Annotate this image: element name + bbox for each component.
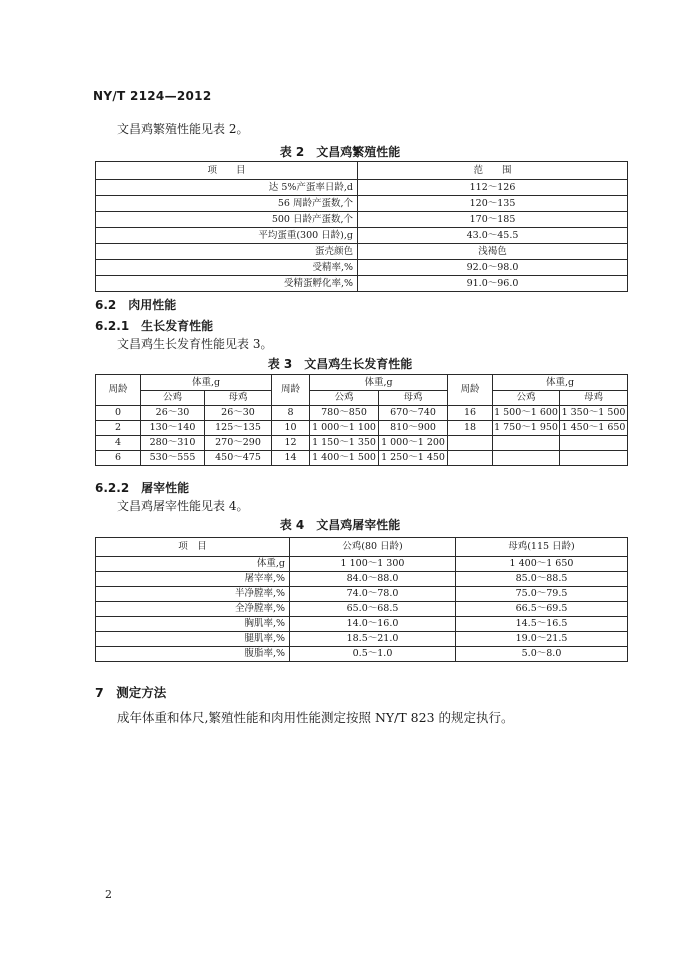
table-row	[96, 406, 628, 421]
table3-female: 810～900	[379, 421, 448, 436]
table3-col-week: 周龄	[96, 375, 141, 406]
table2-item: 达 5%产蛋率日龄,d	[96, 180, 358, 196]
table3-male: 1 000～1 100	[310, 421, 379, 436]
table-row	[96, 647, 628, 662]
table4-female: 14.5～16.5	[456, 617, 628, 632]
table3-week: 12	[272, 436, 310, 451]
table3-male: 1 500～1 600	[493, 406, 560, 421]
table3	[95, 374, 628, 466]
table3-caption: 表 3 文昌鸡生长发育性能	[267, 357, 413, 371]
table3-female: 1 350～1 500	[560, 406, 628, 421]
table2-item: 蛋壳颜色	[96, 244, 358, 260]
table3-subheader-row	[96, 391, 628, 406]
table4-male: 1 100～1 300	[290, 557, 456, 572]
table4-female: 1 400～1 650	[456, 557, 628, 572]
table4-female: 66.5～69.5	[456, 602, 628, 617]
table4-female: 5.0～8.0	[456, 647, 628, 662]
table3-col-week: 周龄	[448, 375, 493, 406]
table3-male: 1 400～1 500	[310, 451, 379, 466]
table3-male: 1 750～1 950	[493, 421, 560, 436]
table3-header-row	[96, 375, 628, 391]
table4-item: 腿肌率,%	[96, 632, 290, 647]
table4-male: 74.0～78.0	[290, 587, 456, 602]
section-6-2-1-heading: 6.2.1 生长发育性能	[95, 319, 214, 333]
table-row	[96, 212, 628, 228]
table3-col-female: 母鸡	[560, 391, 628, 406]
table-row	[96, 421, 628, 436]
table3-week: 16	[448, 406, 493, 421]
table3-female: 1 250～1 450	[379, 451, 448, 466]
table3-week: 18	[448, 421, 493, 436]
table2-range: 120～135	[358, 196, 628, 212]
table-row	[96, 572, 628, 587]
table-row	[96, 180, 628, 196]
table2-range: 92.0～98.0	[358, 260, 628, 276]
table3-intro: 文昌鸡生长发育性能见表 3。	[117, 337, 273, 351]
table3-week	[448, 436, 493, 451]
table3-male	[493, 436, 560, 451]
table3-week	[448, 451, 493, 466]
table3-week: 10	[272, 421, 310, 436]
table4-male: 14.0～16.0	[290, 617, 456, 632]
table3-week: 4	[96, 436, 141, 451]
table-row	[96, 228, 628, 244]
table2-range: 91.0～96.0	[358, 276, 628, 292]
table3-female: 125～135	[205, 421, 272, 436]
table4-col-item: 项 目	[96, 538, 290, 557]
table4-item: 胸肌率,%	[96, 617, 290, 632]
table3-male	[493, 451, 560, 466]
table4-item: 半净膛率,%	[96, 587, 290, 602]
table2-item: 56 周龄产蛋数,个	[96, 196, 358, 212]
table3-male: 280～310	[141, 436, 205, 451]
table2-item: 平均蛋重(300 日龄),g	[96, 228, 358, 244]
section-7-heading: 7 测定方法	[95, 685, 167, 700]
standard-number: NY/T 2124—2012	[93, 89, 212, 103]
table3-female	[560, 451, 628, 466]
section-6-2-heading: 6.2 肉用性能	[95, 298, 177, 312]
table3-col-weight: 体重,g	[493, 375, 628, 391]
table3-female: 26～30	[205, 406, 272, 421]
table2	[95, 161, 628, 292]
table-row	[96, 557, 628, 572]
table3-col-weight: 体重,g	[141, 375, 272, 391]
table2-range: 112～126	[358, 180, 628, 196]
table3-col-weight: 体重,g	[310, 375, 448, 391]
table-row	[96, 602, 628, 617]
table3-female: 450～475	[205, 451, 272, 466]
table4-male: 65.0～68.5	[290, 602, 456, 617]
table4-item: 腹脂率,%	[96, 647, 290, 662]
table4-female: 19.0～21.5	[456, 632, 628, 647]
table4-item: 屠宰率,%	[96, 572, 290, 587]
table2-caption: 表 2 文昌鸡繁殖性能	[279, 145, 401, 159]
table3-col-female: 母鸡	[379, 391, 448, 406]
section-6-2-2-heading: 6.2.2 屠宰性能	[95, 481, 190, 495]
table4-col-male: 公鸡(80 日龄)	[290, 538, 456, 557]
table-row	[96, 632, 628, 647]
page-number: 2	[105, 888, 112, 901]
table3-female: 1 450～1 650	[560, 421, 628, 436]
table-row	[96, 436, 628, 451]
table4-female: 75.0～79.5	[456, 587, 628, 602]
table2-range: 43.0～45.5	[358, 228, 628, 244]
table-row	[96, 276, 628, 292]
table3-week: 2	[96, 421, 141, 436]
table3-female	[560, 436, 628, 451]
table-row	[96, 196, 628, 212]
table3-female: 1 000～1 200	[379, 436, 448, 451]
table2-item: 受精蛋孵化率,%	[96, 276, 358, 292]
table3-col-female: 母鸡	[205, 391, 272, 406]
table2-item: 500 日龄产蛋数,个	[96, 212, 358, 228]
table2-col-item: 项 目	[96, 162, 358, 180]
table4-female: 85.0～88.5	[456, 572, 628, 587]
table4-col-female: 母鸡(115 日龄)	[456, 538, 628, 557]
table3-col-male: 公鸡	[493, 391, 560, 406]
table3-week: 6	[96, 451, 141, 466]
table3-col-male: 公鸡	[141, 391, 205, 406]
table3-week: 8	[272, 406, 310, 421]
table3-male: 130～140	[141, 421, 205, 436]
table3-week: 0	[96, 406, 141, 421]
table3-male: 530～555	[141, 451, 205, 466]
table4-header-row	[96, 538, 628, 557]
table3-male: 780～850	[310, 406, 379, 421]
table2-range: 浅褐色	[358, 244, 628, 260]
table-row	[96, 260, 628, 276]
table-row	[96, 617, 628, 632]
table4-caption: 表 4 文昌鸡屠宰性能	[279, 518, 401, 532]
table4-male: 0.5～1.0	[290, 647, 456, 662]
table3-male: 26～30	[141, 406, 205, 421]
table2-item: 受精率,%	[96, 260, 358, 276]
table4-male: 18.5～21.0	[290, 632, 456, 647]
table4-item: 全净膛率,%	[96, 602, 290, 617]
table3-col-week: 周龄	[272, 375, 310, 406]
table3-female: 670～740	[379, 406, 448, 421]
table2-intro: 文昌鸡繁殖性能见表 2。	[117, 122, 249, 136]
section-7-text: 成年体重和体尺,繁殖性能和肉用性能测定按照 NY/T 823 的规定执行。	[117, 710, 514, 725]
table4-intro: 文昌鸡屠宰性能见表 4。	[117, 499, 249, 513]
table3-week: 14	[272, 451, 310, 466]
table-row	[96, 587, 628, 602]
table4-item: 体重,g	[96, 557, 290, 572]
table2-col-range: 范 围	[358, 162, 628, 180]
table2-range: 170～185	[358, 212, 628, 228]
table3-col-male: 公鸡	[310, 391, 379, 406]
table4	[95, 537, 628, 662]
table-row	[96, 451, 628, 466]
table2-header-row	[96, 162, 628, 180]
table4-male: 84.0～88.0	[290, 572, 456, 587]
table-row	[96, 244, 628, 260]
table3-male: 1 150～1 350	[310, 436, 379, 451]
table3-female: 270～290	[205, 436, 272, 451]
